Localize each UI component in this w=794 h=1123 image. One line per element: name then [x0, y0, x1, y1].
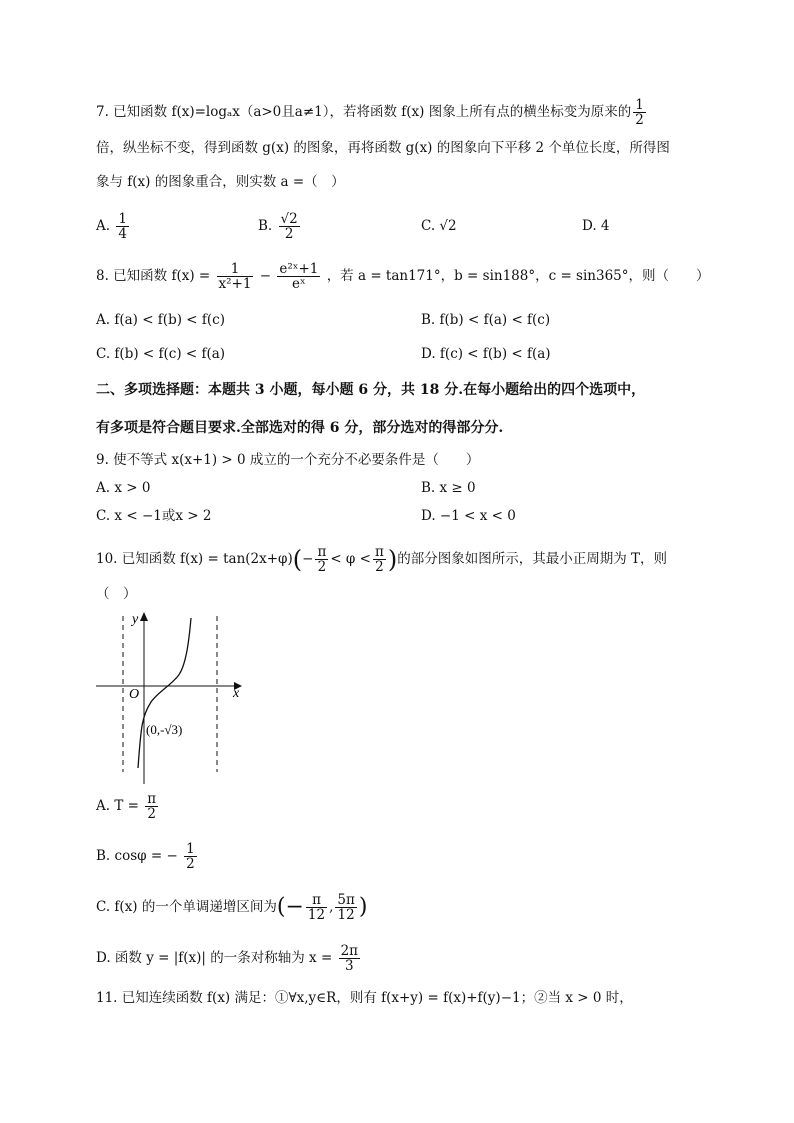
- q8-prefix: 8. 已知函数 f(x) =: [96, 268, 211, 284]
- q7-option-a-label: A.: [96, 218, 111, 234]
- q10-option-a-frac: [145, 792, 158, 821]
- x-label: x: [233, 686, 240, 701]
- q10-option-a-prefix: A. T =: [96, 798, 139, 814]
- q10-option-b-frac: [184, 842, 197, 871]
- q8-option-b[interactable]: B. f(b) < f(a) < f(c): [421, 312, 551, 328]
- q9-option-c[interactable]: C. x < −1或x > 2: [96, 508, 212, 524]
- q7-option-a[interactable]: [96, 212, 131, 241]
- q8-frac-2-den: eˣ: [292, 276, 306, 292]
- q10-frac-right-num: π: [375, 544, 384, 560]
- q10-option-a-den: 2: [147, 806, 156, 822]
- q10-line-1: [96, 545, 667, 574]
- q10-option-b-den: 2: [186, 856, 195, 872]
- q10-option-c-num-2: 5π: [337, 892, 355, 908]
- q9-option-b[interactable]: B. x ≥ 0: [421, 480, 476, 496]
- q8-option-a[interactable]: A. f(a) < f(b) < f(c): [96, 312, 225, 328]
- q10-paren-close: ): [387, 545, 398, 574]
- q10-option-b[interactable]: [96, 842, 199, 871]
- q7-option-a-den: 4: [118, 226, 127, 242]
- q7-line-1: [96, 98, 648, 127]
- q7-option-b-num: √2: [280, 211, 298, 227]
- q10-option-c[interactable]: [96, 893, 367, 922]
- q9-option-a[interactable]: A. x > 0: [96, 480, 151, 496]
- q8-frac-1: [217, 262, 254, 291]
- q8-option-d[interactable]: D. f(c) < f(b) < f(a): [421, 346, 551, 362]
- q10-option-d-prefix: D. 函数 y = |f(x)| 的一条对称轴为 x =: [96, 950, 333, 966]
- q10-option-c-prefix: C. f(x) 的一个单调递增区间为: [96, 899, 277, 915]
- q10-frac-left: [315, 545, 328, 574]
- y-axis-arrow: [140, 612, 148, 621]
- q7-option-b-frac: [279, 212, 300, 241]
- q10-frac-right-den: 2: [375, 559, 384, 575]
- y-label: y: [132, 612, 139, 627]
- q10-option-b-num: 1: [186, 841, 195, 857]
- q10-prefix: 10. 已知函数 f(x) = tan(2x+φ): [96, 551, 293, 567]
- q8-suffix: ，若 a = tan171°，b = sin188°，c = sin365°，则（ ）: [326, 268, 710, 284]
- q7-line-2: 倍，纵坐标不变，得到函数 g(x) 的图象，再将函数 g(x) 的图象向下平移 2 个单位长度，所得图: [96, 140, 670, 156]
- section-2-heading-1: 二、多项选择题：本题共 3 小题，每小题 6 分，共 18 分.在每小题给出的四个选项中，: [96, 382, 646, 398]
- q10-frac-right: [373, 545, 386, 574]
- q10-option-d-frac: [339, 944, 360, 973]
- q7-option-a-num: 1: [118, 211, 127, 227]
- q10-minus: −: [302, 551, 314, 567]
- q10-frac-left-den: 2: [317, 559, 327, 575]
- q10-option-a-num: π: [147, 791, 157, 807]
- q10-frac-left-num: π: [317, 544, 327, 560]
- q10-option-c-paren-l: (−: [276, 894, 304, 920]
- q7-option-b[interactable]: [258, 212, 302, 241]
- q7-option-b-label: B.: [258, 218, 273, 234]
- q7-text-1: 7. 已知函数 f(x)=logₐx（a>0且a≠1），若将函数 f(x) 图象上所有点的横坐标变为原来的: [96, 104, 632, 120]
- q10-option-c-den-1: 12: [307, 907, 326, 923]
- q7-fraction: [633, 98, 646, 127]
- q8-line-1: [96, 262, 710, 291]
- q9-option-d[interactable]: D. −1 < x < 0: [421, 508, 516, 524]
- q10-suffix: 的部分图象如图所示，其最小正周期为 T，则: [397, 551, 668, 567]
- q10-line-2: （ ）: [96, 586, 137, 602]
- origin-label: O: [129, 687, 140, 702]
- q7-frac-den: 2: [635, 112, 644, 128]
- q11-line-1: 11. 已知连续函数 f(x) 满足：①∀x,y∈R，则有 f(x+y) = f(x)+f(y)−1；②当 x > 0 时，: [96, 990, 633, 1006]
- q7-frac-num: 1: [635, 97, 644, 113]
- q8-minus: −: [259, 268, 272, 284]
- q10-option-c-paren-r: ): [358, 894, 368, 920]
- q8-frac-2-num: e²ˣ+1: [279, 261, 319, 277]
- q10-option-c-frac-2: [335, 893, 356, 922]
- q10-option-c-comma: ,: [329, 899, 334, 915]
- q7-option-a-frac: [116, 212, 129, 241]
- q10-tangent-graph: [96, 606, 266, 786]
- q10-option-d[interactable]: [96, 944, 362, 973]
- q7-option-b-den: 2: [284, 226, 294, 242]
- q8-frac-1-num: 1: [217, 262, 254, 277]
- q10-option-c-den-2: 12: [337, 907, 355, 923]
- q9-stem: 9. 使不等式 x(x+1) > 0 成立的一个充分不必要条件是（ ）: [96, 452, 480, 468]
- q8-frac-1-den: x²+1: [218, 276, 252, 292]
- q10-range-mid: < φ <: [330, 551, 371, 567]
- q10-paren-open: (: [292, 545, 303, 574]
- q10-option-c-frac-1: [306, 893, 327, 922]
- q8-option-c[interactable]: C. f(b) < f(c) < f(a): [96, 346, 226, 362]
- tangent-curve: [138, 618, 191, 768]
- q7-line-3: 象与 f(x) 的图象重合，则实数 a =（ ）: [96, 174, 345, 190]
- q10-option-d-num: 2π: [340, 943, 359, 959]
- q10-option-c-num-1: π: [306, 893, 327, 908]
- q8-frac-2: [277, 262, 320, 291]
- q10-option-a[interactable]: [96, 792, 160, 821]
- point-label: (0,-√3): [146, 722, 183, 737]
- q10-option-d-den: 3: [345, 958, 354, 974]
- q7-option-c[interactable]: C. √2: [421, 218, 457, 234]
- section-2-heading-2: 有多项是符合题目要求.全部选对的得 6 分，部分选对的得部分分.: [96, 420, 504, 436]
- q10-option-b-prefix: B. cosφ = −: [96, 848, 178, 864]
- q7-option-d[interactable]: D. 4: [582, 218, 610, 234]
